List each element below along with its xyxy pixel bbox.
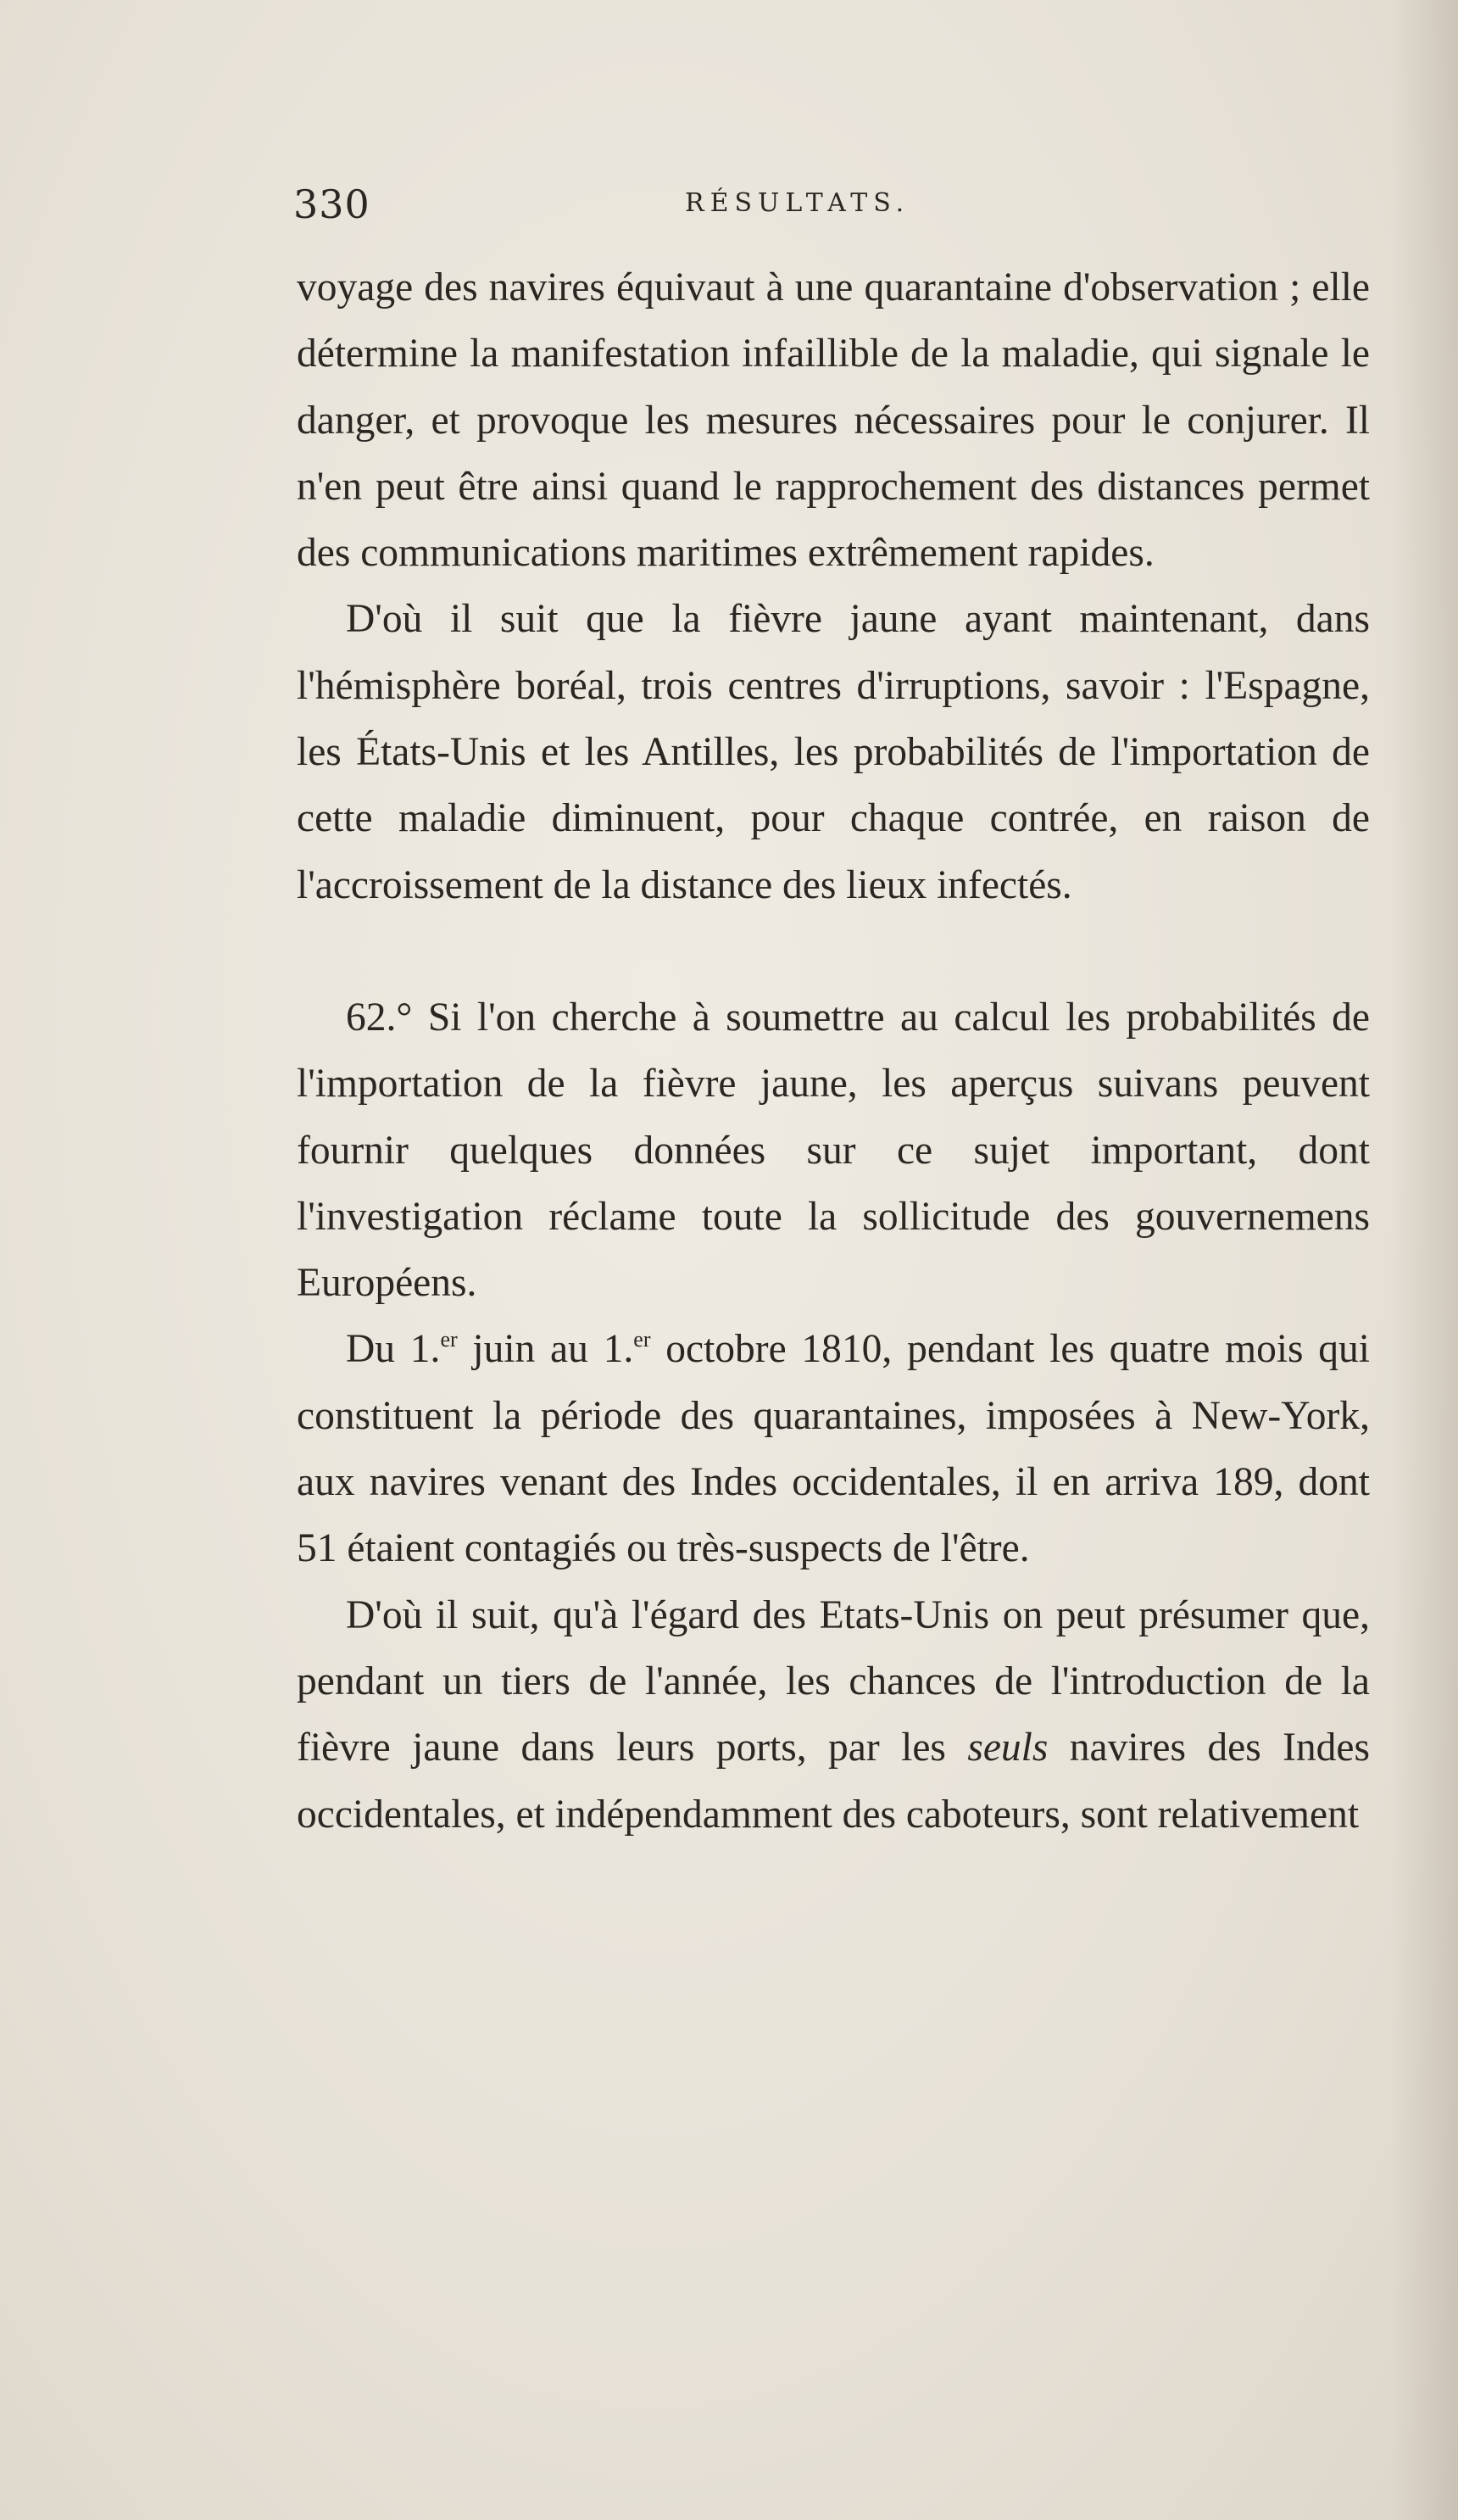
spine-shadow xyxy=(1390,0,1458,2520)
p4-text-a: Du 1. xyxy=(346,1327,441,1372)
p4-text-b: juin au 1. xyxy=(457,1327,634,1372)
paragraph-4 xyxy=(297,1316,1370,1581)
running-head: RÉSULTATS. xyxy=(685,188,910,218)
p5-text-a: D'où il suit, qu'à l'égard des Etats-Unis on peut présumer que, pendant un tiers de l'année, les chances de l'introduction de la fièvre jaune dans leurs ports, par les xyxy=(297,1592,1370,1770)
p5-italic-word: seuls xyxy=(967,1726,1049,1770)
body-text xyxy=(297,254,1370,1848)
p4-superscript-2: er xyxy=(633,1327,651,1352)
page-number: 330 xyxy=(293,181,370,227)
p4-text-c: octobre 1810, pendant les quatre mois qui constituent la période des quarantaines, imposées à New-York, aux navires venant des Indes occidentales, il en arriva 189, dont 51 étaient contagiés ou très-suspects de l'être. xyxy=(297,1327,1370,1571)
paragraph-1: voyage des navires équivaut à une quarantaine d'observation ; elle détermine la manifestation infaillible de la maladie, qui signale le danger, et provoque les mesures nécessaires pour le conjurer. Il n'en peut être ainsi quand le rapprochement des distances permet des communications maritimes extrêmement rapides. xyxy=(297,265,1370,576)
page-header xyxy=(293,181,1370,241)
p5-text-b: navires des Indes occidentales, et indépendamment des caboteurs, sont relativement xyxy=(297,1726,1370,1837)
p4-superscript-1: er xyxy=(440,1327,458,1352)
paragraph-3-section-62: 62.° Si l'on cherche à soumettre au calcul les probabilités de l'importation de la fièvre jaune, les aperçus suivans peuvent fournir quelques données sur ce sujet important, dont l'investigation réclame toute la sollicitude des gouvernemens Européens. xyxy=(297,995,1370,1306)
paragraph-2: D'où il suit que la fièvre jaune ayant maintenant, dans l'hémisphère boréal, trois centres d'irruptions, savoir : l'Espagne, les États-Unis et les Antilles, les probabilités de l'importation de cette maladie diminuent, pour chaque contrée, en raison de l'accroissement de la distance des lieux infectés. xyxy=(297,597,1370,907)
paragraph-5 xyxy=(297,1582,1370,1848)
